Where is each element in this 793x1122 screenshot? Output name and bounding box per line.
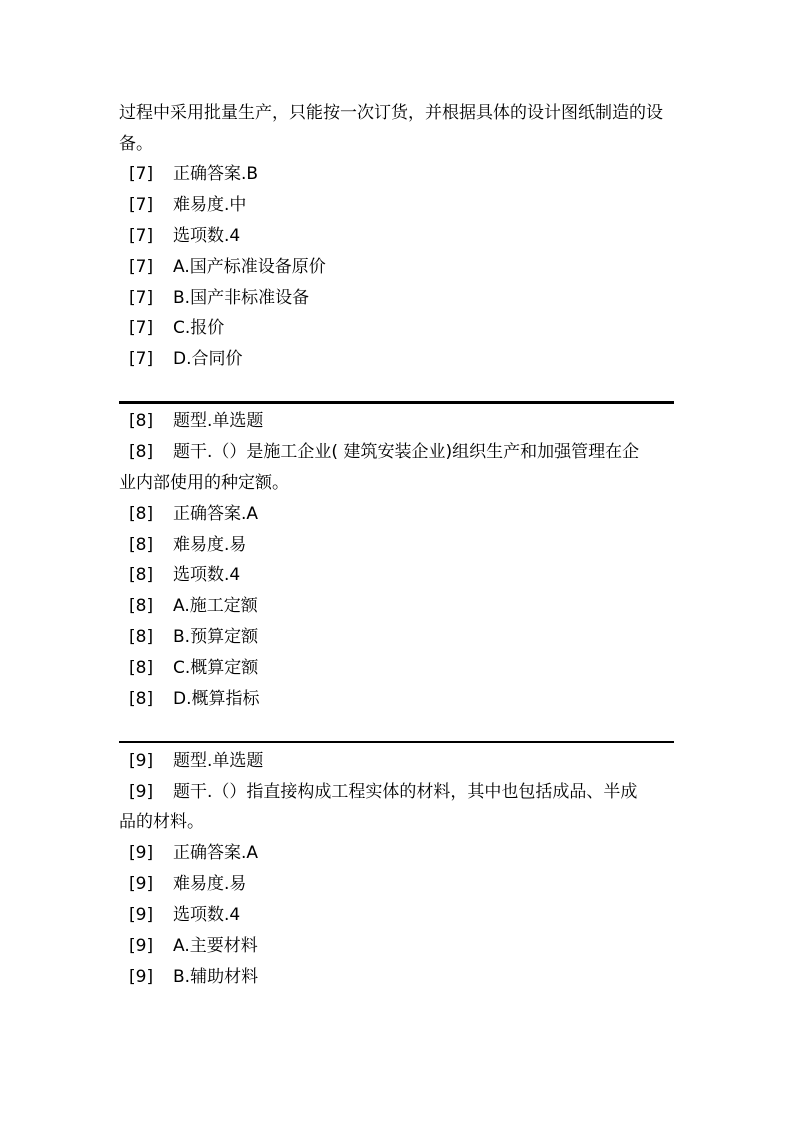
question-number: [7] bbox=[129, 226, 154, 246]
field-text: B.国产非标准设备 bbox=[173, 288, 310, 308]
field-text: D.概算指标 bbox=[173, 689, 260, 709]
field-text: B.辅助材料 bbox=[173, 967, 259, 987]
field-text: 正确答案.A bbox=[173, 843, 259, 863]
question-9-stem-line-2: 品的材料。 bbox=[119, 812, 204, 832]
field-text: 难易度.易 bbox=[173, 535, 247, 555]
field-text: C.概算定额 bbox=[173, 658, 259, 678]
section-divider bbox=[119, 741, 674, 743]
field-text: A.施工定额 bbox=[173, 596, 258, 616]
question-number: [9] bbox=[129, 936, 154, 956]
field-text: A.国产标准设备原价 bbox=[173, 257, 326, 277]
field-text: B.预算定额 bbox=[173, 627, 259, 647]
field-text: 题型.单选题 bbox=[173, 751, 264, 771]
question-number: [7] bbox=[129, 195, 154, 215]
question-number: [9] bbox=[129, 905, 154, 925]
field-text: C.报价 bbox=[173, 318, 225, 338]
field-text: 选项数.4 bbox=[173, 905, 241, 925]
question-8-stem-line-2: 业内部使用的种定额。 bbox=[119, 473, 289, 493]
field-text: A.主要材料 bbox=[173, 936, 258, 956]
question-number: [8] bbox=[129, 596, 154, 616]
question-number: [8] bbox=[129, 689, 154, 709]
question-number: [8] bbox=[129, 565, 154, 585]
question-number: [8] bbox=[129, 411, 154, 431]
question-number: [9] bbox=[129, 782, 154, 802]
field-text: D.合同价 bbox=[173, 349, 243, 369]
field-text: 正确答案.B bbox=[173, 164, 259, 184]
field-text: 题型.单选题 bbox=[173, 411, 264, 431]
field-text: 正确答案.A bbox=[173, 504, 259, 524]
question-number: [8] bbox=[129, 627, 154, 647]
question-number: [9] bbox=[129, 843, 154, 863]
field-text: 选项数.4 bbox=[173, 226, 241, 246]
question-7-stem-tail: 过程中采用批量生产，只能按一次订货，并根据具体的设计图纸制造的设备。 bbox=[119, 103, 663, 154]
question-number: [9] bbox=[129, 751, 154, 771]
question-number: [7] bbox=[129, 288, 154, 308]
question-number: [8] bbox=[129, 535, 154, 555]
question-number: [7] bbox=[129, 164, 154, 184]
question-number: [8] bbox=[129, 658, 154, 678]
section-divider bbox=[119, 401, 674, 404]
field-text: 选项数.4 bbox=[173, 565, 241, 585]
field-text: 难易度.易 bbox=[173, 874, 247, 894]
question-number: [7] bbox=[129, 349, 154, 369]
field-text: 难易度.中 bbox=[173, 195, 247, 215]
question-number: [9] bbox=[129, 967, 154, 987]
question-number: [7] bbox=[129, 257, 154, 277]
question-number: [7] bbox=[129, 318, 154, 338]
stem-text: 题干.（）是施工企业( 建筑安装企业)组织生产和加强管理在企 bbox=[173, 442, 640, 462]
question-number: [8] bbox=[129, 504, 154, 524]
stem-text: 题干.（）指直接构成工程实体的材料，其中也包括成品、半成 bbox=[173, 782, 638, 802]
question-number: [9] bbox=[129, 874, 154, 894]
question-number: [8] bbox=[129, 442, 154, 462]
